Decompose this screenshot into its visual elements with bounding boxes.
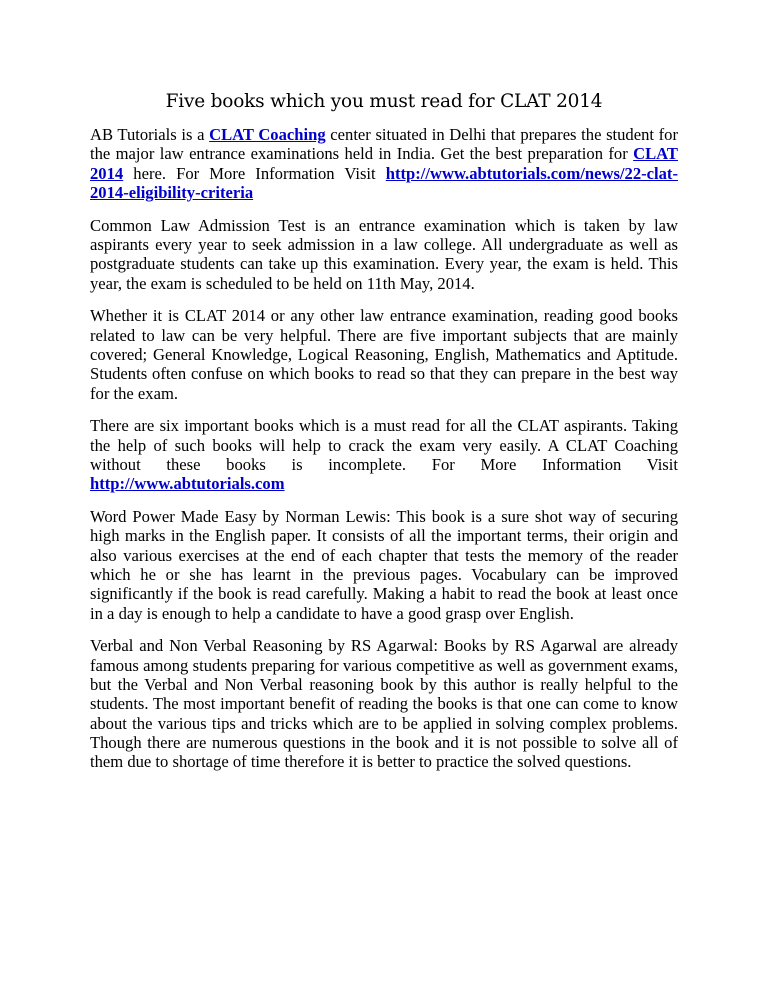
clat-2014-link[interactable]: CLAT 2014 xyxy=(90,144,678,183)
six-books-text: There are six important books which is a must read for all the CLAT aspirants. Taking the help of such books will help to crack the exam very easily. A CLAT Coaching without these books is incomplete. For More Information Visit xyxy=(90,416,678,474)
six-books-paragraph xyxy=(90,416,678,493)
eligibility-criteria-url-link[interactable]: http://www.abtutorials.com/news/22-clat-2014-eligibility-criteria xyxy=(90,163,678,202)
intro-text-1: AB Tutorials is a xyxy=(90,125,205,144)
abtutorials-url-link[interactable]: http://www.abtutorials.com xyxy=(90,474,285,494)
intro-paragraph xyxy=(90,125,678,202)
clat-coaching-link[interactable]: CLAT Coaching xyxy=(209,125,326,144)
clat-description-paragraph: Common Law Admission Test is an entrance examination which is taken by law aspirants every year to seek admission in a law college. All undergraduate as well as postgraduate students can take up this examination. Every year, the exam is held. This year, the exam is scheduled to be held on 11th May, 2014. xyxy=(90,215,678,293)
book-reasoning-paragraph: Verbal and Non Verbal Reasoning by RS Agarwal: Books by RS Agarwal are already famous among students preparing for various competitive as well as government exams, but the Verbal and Non Verbal reasoning book by this author is really helpful to the students. The most important benefit of reading the books is that one can come to know about the various tips and tricks which are to be applied in solving complex problems. Though there are numerous questions in the book and it is not possible to solve all of them due to shortage of time therefore it is better to practice the solved questions. xyxy=(90,636,678,772)
document-page xyxy=(90,90,678,785)
intro-text-2: center situated in Delhi that prepares the student for the major law entrance examinations held in India. Get the best preparation for xyxy=(90,125,678,164)
subjects-paragraph: Whether it is CLAT 2014 or any other law entrance examination, reading good books related to law can be very helpful. There are five important subjects that are mainly covered; General Knowledge, Logical Reasoning, English, Mathematics and Aptitude. Students often confuse on which books to read so that they can prepare in the best way for the exam. xyxy=(90,306,678,403)
intro-text-3: here. For More Information Visit xyxy=(133,163,376,183)
book-word-power-paragraph: Word Power Made Easy by Norman Lewis: This book is a sure shot way of securing high marks in the English paper. It consists of all the important terms, their origin and also various exercises at the end of each chapter that tests the memory of the reader which he or she has learnt in the previous pages. Vocabulary can be improved significantly if the book is read carefully. Making a habit to read the book at least once in a day is enough to help a candidate to have a good grasp over English. xyxy=(90,507,678,623)
page-title: Five books which you must read for CLAT 2014 xyxy=(165,91,603,112)
